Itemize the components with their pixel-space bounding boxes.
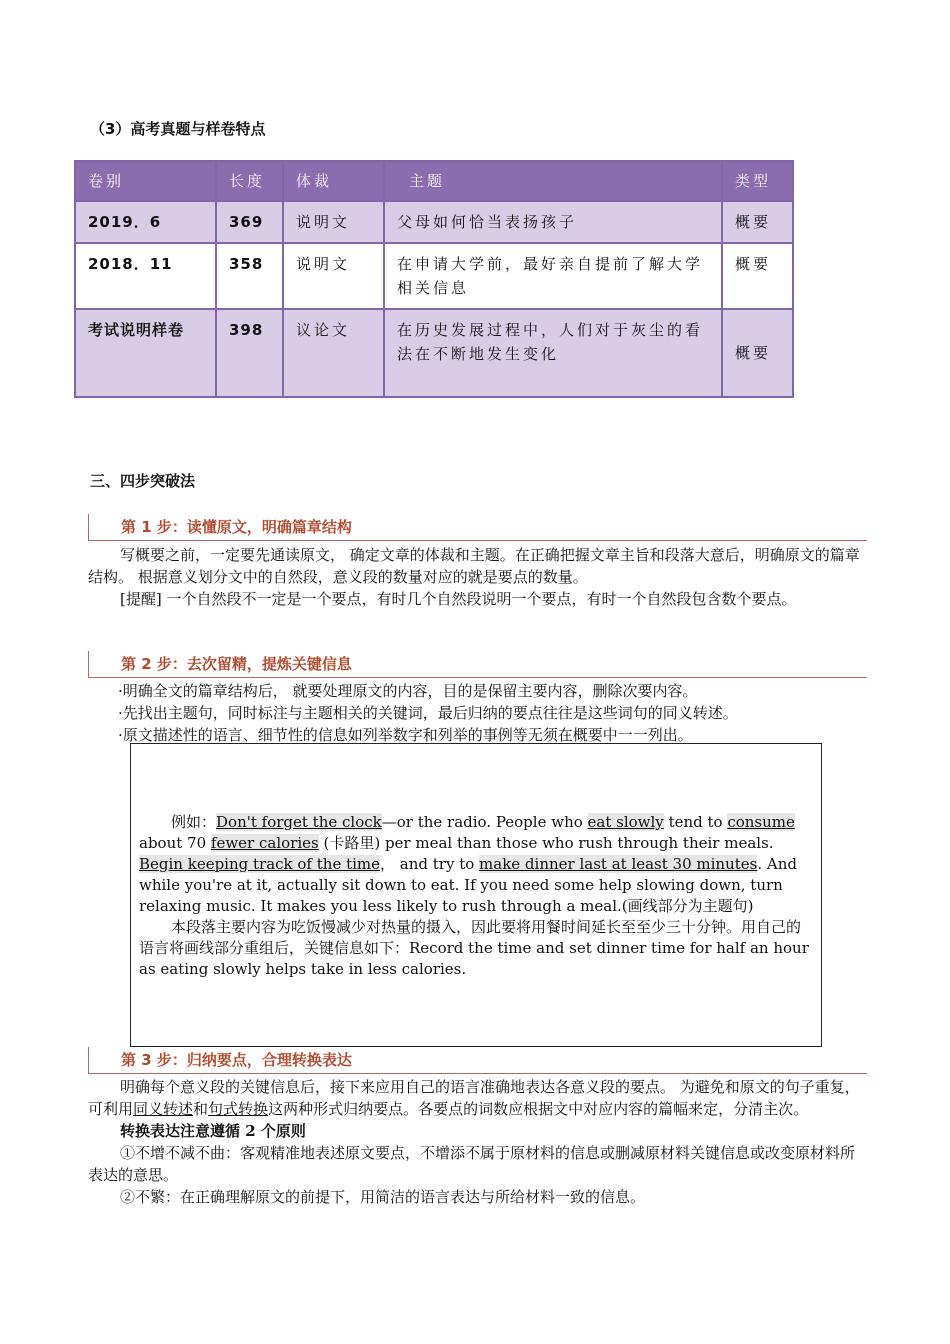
header-cell: 卷别 [75, 161, 216, 201]
step3-title: 第 3 步：归纳要点，合理转换表达 [121, 1051, 352, 1069]
table-cell: 398 [216, 309, 283, 397]
step1-title: 第 1 步：读懂原文，明确篇章结构 [121, 518, 352, 536]
topic-underline: consume [727, 813, 795, 831]
step3-heading [88, 1047, 867, 1074]
table-cell: 369 [216, 201, 283, 243]
table-cell: 概要 [722, 243, 793, 309]
header-cell: 体裁 [283, 161, 384, 201]
step1-paragraph: 写概要之前，一定要先通读原文， 确定文章的体裁和主题。在正确把握文章主旨和段落大意后，明确原文的篇章结构。 根据意义划分文中的自然段，意义段的数量对应的就是要点的数量。 [88, 546, 860, 586]
table-cell: 358 [216, 243, 283, 309]
example-text-run: about 70 [139, 834, 211, 852]
exam-table [74, 160, 794, 398]
table-cell: 在申请大学前，最好亲自提前了解大学相关信息 [384, 243, 722, 309]
topic-underline: Begin keeping track of the time [139, 855, 381, 873]
header-cell: 类型 [722, 161, 793, 201]
table-cell: 父母如何恰当表扬孩子 [384, 201, 722, 243]
table-cell: 在历史发展过程中，人们对于灰尘的看法在不断地发生变化 [384, 309, 722, 397]
example-text-run: —or the radio. People who [381, 813, 588, 831]
table-cell: 2019．6 [75, 201, 216, 243]
table-cell: 概要 [722, 201, 793, 243]
step2-line: ·明确全文的篇章结构后， 就要处理原文的内容，目的是保留主要内容，删除次要内容。 [118, 682, 698, 700]
step3-body [88, 1076, 866, 1208]
table-cell: 议论文 [283, 309, 384, 397]
topic-underline: make dinner last at least 30 minutes [479, 855, 758, 873]
example-summary: 本段落主要内容为吃饭慢减少对热量的摄入，因此要将用餐时间延长至至少三十分钟。用自己的语言将画线部分重组后，关键信息如下：Record the time and set dinner time for half an hour as eating slowly helps take in less calories. [139, 918, 809, 978]
step2-title: 第 2 步：去次留精，提炼关键信息 [121, 655, 352, 673]
step3-text-run: 明确每个意义段的关键信息后，接下来应用自己的语言准确地表达各意义段的要点。 为避免和原文的句子重复， 可利用 [88, 1078, 860, 1118]
example-box [130, 743, 822, 1047]
example-text-run: . And while you're at it, actually sit down to eat. If you need some help slowing down, turn relaxing music. It makes you less likely to rush through a meal.(画线部分为主题句) [139, 855, 797, 915]
topic-underline: eat slowly [587, 813, 664, 831]
table-cell: 考试说明样卷 [75, 309, 216, 397]
header-cell: 主题 [384, 161, 722, 201]
step2-heading [88, 651, 867, 678]
step2-body [118, 680, 866, 746]
example-paragraph [139, 812, 811, 917]
rule-item: ①不增不减不曲：客观精准地表述原文要点，不增添不属于原材料的信息或删减原材料关键信息或改变原材料所表达的意思。 [88, 1144, 856, 1184]
rule-title: 转换表达注意遵循 2 个原则 [120, 1122, 306, 1140]
table-header-row [75, 161, 793, 201]
sentence-transform-underline: 句式转换 [208, 1100, 269, 1118]
topic-underline: Don't forget the clock [216, 813, 382, 831]
table-cell: 2018．11 [75, 243, 216, 309]
step3-text-run: 这两种形式归纳要点。各要点的词数应根据文中对应内容的篇幅来定，分清主次。 [268, 1100, 809, 1118]
section-heading: 三、四步突破法 [90, 472, 196, 490]
table-cell: 说明文 [283, 201, 384, 243]
step2-line: ·先找出主题句，同时标注与主题相关的关键词，最后归纳的要点往往是这些词句的同义转述。 [118, 704, 738, 722]
step1-reminder [88, 588, 866, 610]
section-label: （3）高考真题与样卷特点 [90, 120, 266, 138]
table-row [75, 201, 793, 243]
header-cell: 长度 [216, 161, 283, 201]
example-text-run: (卡路里) per meal than those who rush through their meals. [318, 834, 774, 852]
synonym-underline: 同义转述 [133, 1100, 194, 1118]
step3-paragraph [88, 1076, 866, 1120]
step1-body [88, 544, 866, 610]
table-cell: 概要 [722, 309, 793, 397]
example-text-run: tend to [663, 813, 728, 831]
topic-underline: fewer calories [210, 834, 319, 852]
step1-heading [88, 514, 867, 541]
step3-text-run: 和 [193, 1100, 209, 1118]
example-lead: 例如： [171, 813, 217, 831]
reminder-text: [提醒] 一个自然段不一定是一个要点，有时几个自然段说明一个要点，有时一个自然段包含数个要点。 [120, 590, 797, 608]
step2-line: ·原文描述性的语言、细节性的信息如列举数字和列举的事例等无须在概要中一一列出。 [118, 726, 693, 744]
example-text [139, 812, 811, 980]
table-cell: 说明文 [283, 243, 384, 309]
example-text-run: ， and try to [380, 855, 480, 873]
table-row [75, 243, 793, 309]
rule-item: ②不繁：在正确理解原文的前提下，用简洁的语言表达与所给材料一致的信息。 [120, 1188, 646, 1206]
table-row [75, 309, 793, 397]
